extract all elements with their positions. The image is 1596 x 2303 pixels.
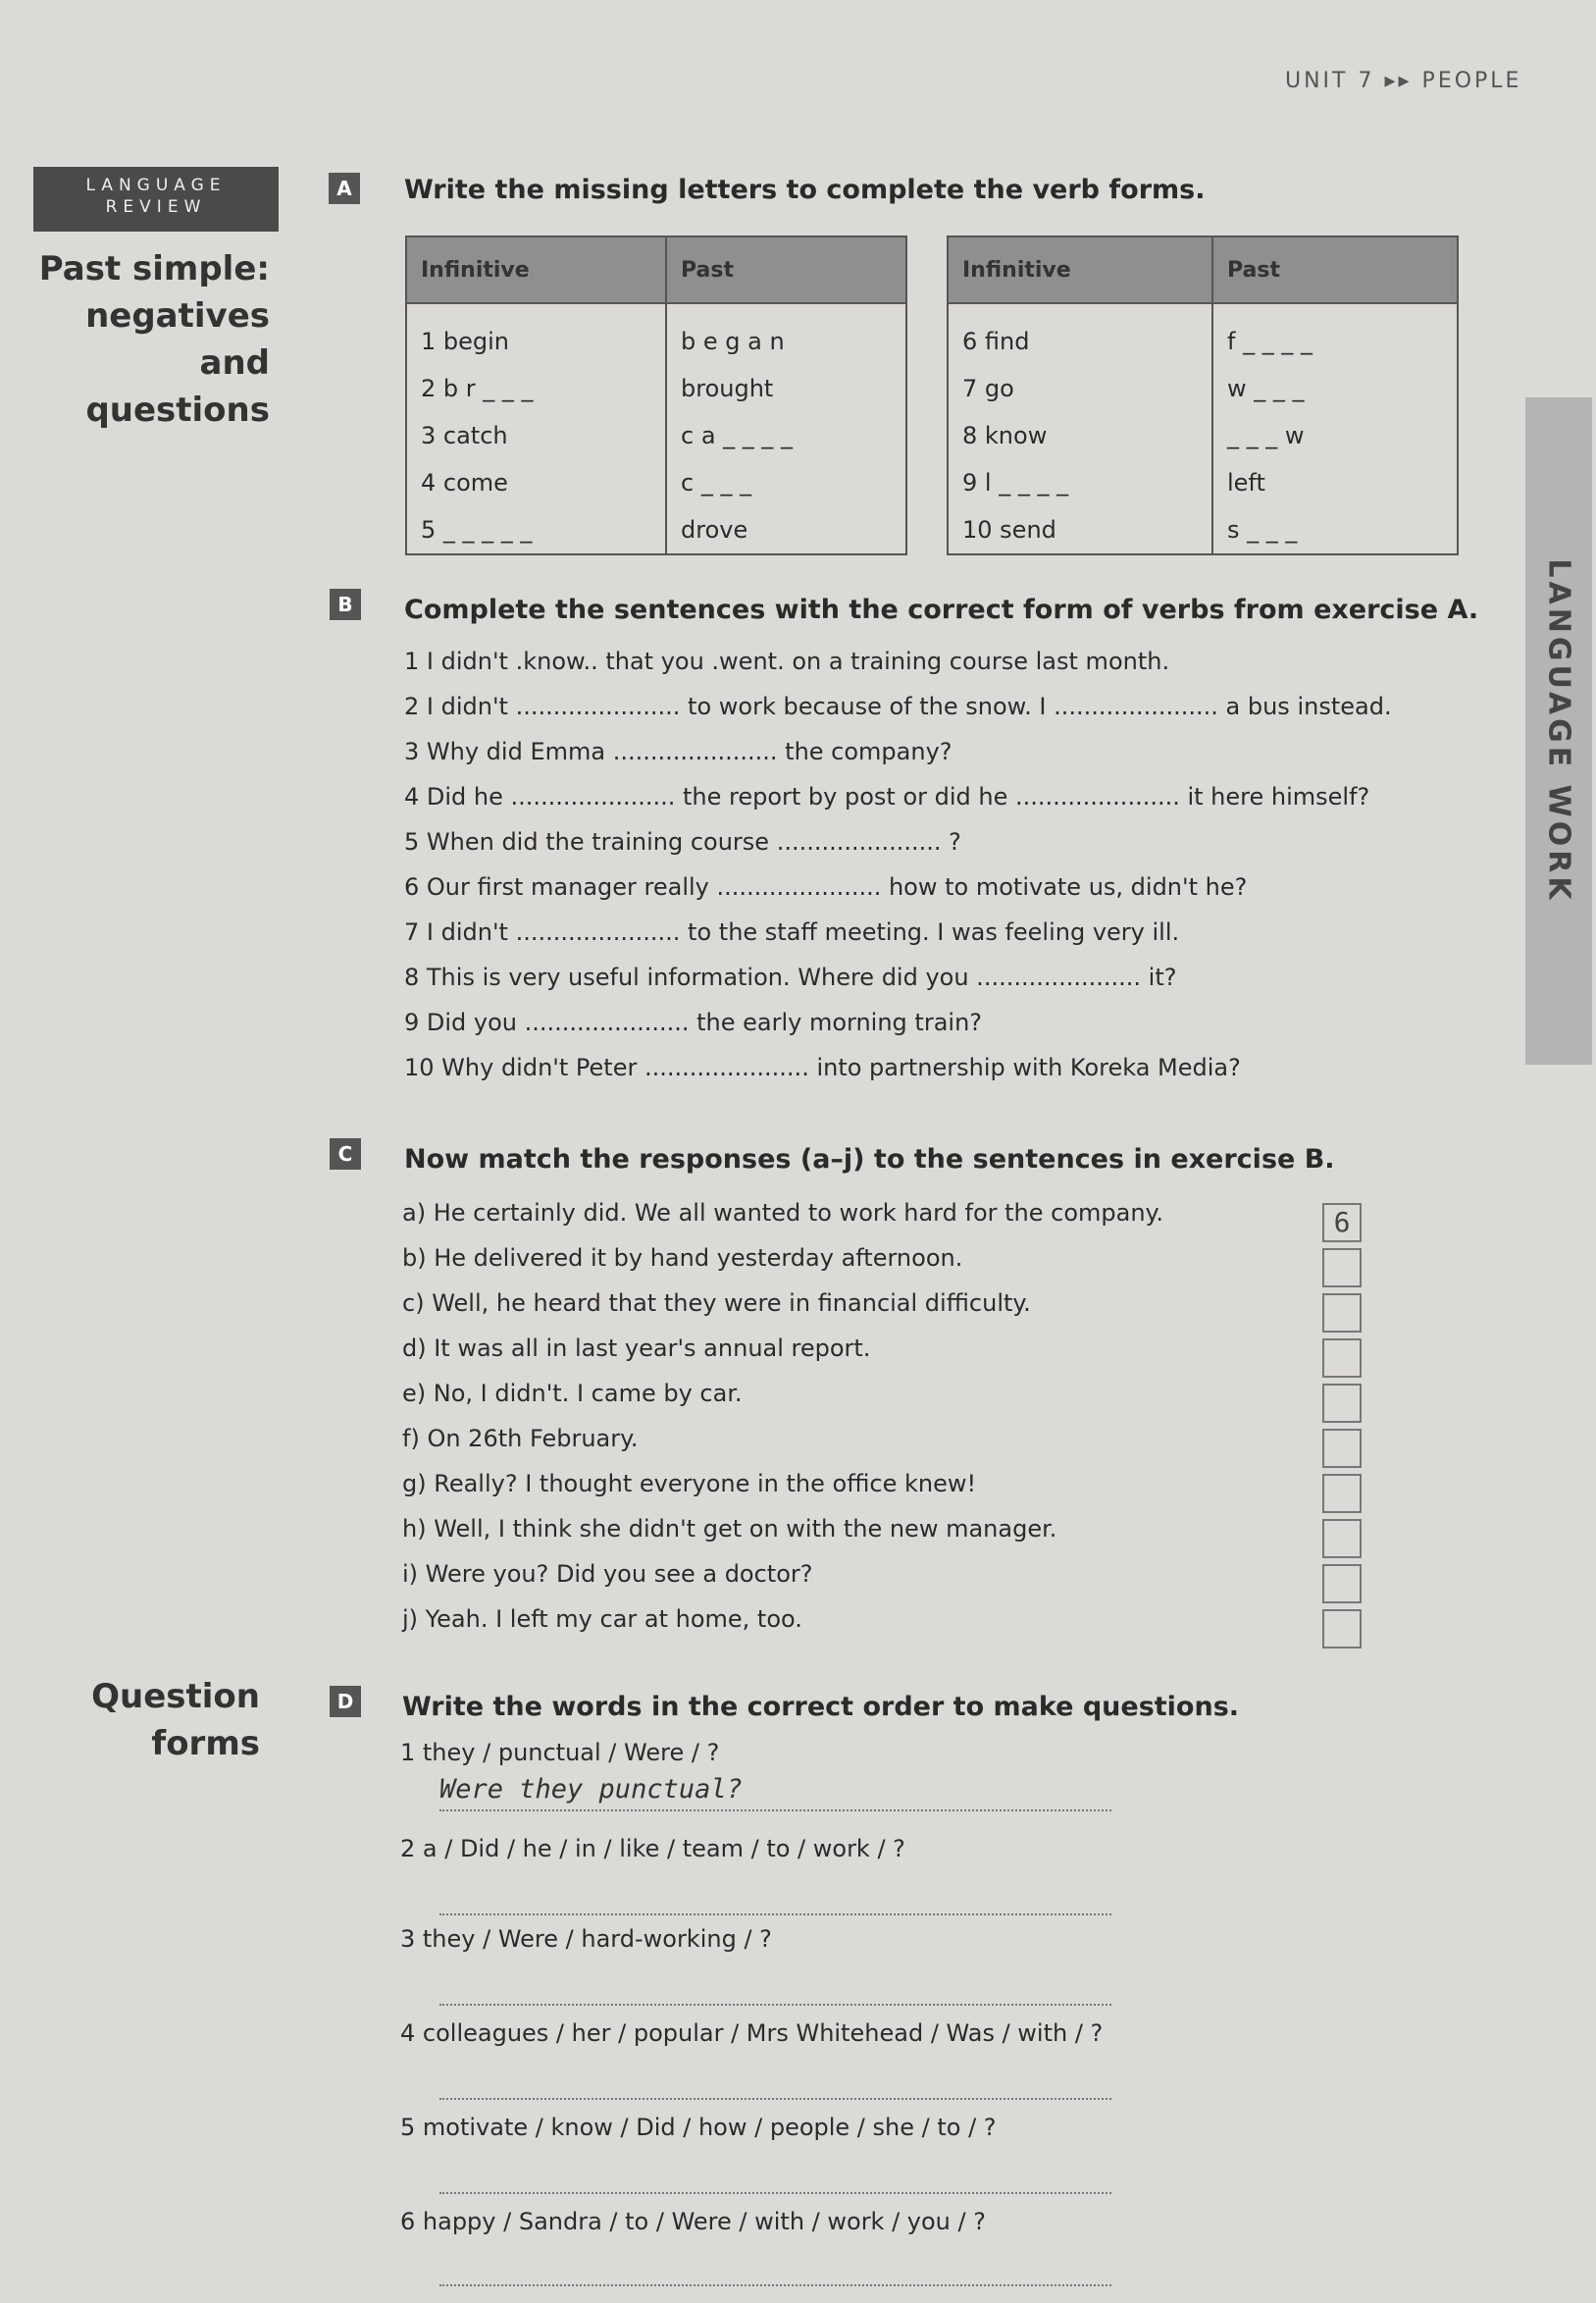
table-row [948,303,1458,365]
answer-box-d[interactable] [1322,1338,1362,1378]
table-cell: 6 find [948,303,1212,365]
table-header: Infinitive [948,236,1212,303]
response-b: b) He delivered it by hand yesterday afternoon. [402,1244,963,1272]
response-c: c) Well, he heard that they were in financial difficulty. [402,1289,1031,1317]
exercise-b-instruction: Complete the sentences with the correct form of verbs from exercise A. [404,595,1479,625]
language-review-line-1: LANGUAGE [85,176,227,195]
response-g: g) Really? I thought everyone in the office knew! [402,1470,977,1497]
exercise-b-item-1[interactable]: 1 I didn't .know.. that you .went. on a training course last month. [404,648,1170,675]
answer-line-6[interactable] [439,2249,1111,2286]
exercise-c-instruction: Now match the responses (a–j) to the sentences in exercise B. [404,1144,1335,1175]
table-row [948,365,1458,412]
answer-box-a[interactable]: 6 [1322,1203,1362,1242]
table-row [406,412,906,459]
verb-table-1 [405,236,907,555]
exercise-b-item-5[interactable]: 5 When did the training course ...................... ? [404,828,961,856]
table-cell[interactable]: c a _ _ _ _ [666,412,906,459]
table-header: Past [666,236,906,303]
answer-box-i[interactable] [1322,1564,1362,1603]
exercise-d-badge: D [330,1686,361,1717]
table-cell: 7 go [948,365,1212,412]
response-i: i) Were you? Did you see a doctor? [402,1560,813,1588]
language-review-label [33,167,279,232]
answer-box-h[interactable] [1322,1519,1362,1558]
answer-line-2[interactable] [439,1878,1111,1915]
response-d: d) It was all in last year's annual report. [402,1335,871,1362]
table-row [406,303,906,365]
answer-box-e[interactable] [1322,1384,1362,1423]
table-row [406,459,906,506]
table-cell: 4 come [406,459,666,506]
exercise-b-item-9[interactable]: 9 Did you ...................... the early morning train? [404,1009,983,1036]
exercise-a-instruction: Write the missing letters to complete the verb forms. [404,175,1206,205]
exercise-b-item-10[interactable]: 10 Why didn't Peter ...................... into partnership with Koreka Media? [404,1054,1241,1081]
response-j: j) Yeah. I left my car at home, too. [402,1605,802,1633]
section-title-question-forms [20,1673,260,1767]
table-cell[interactable]: s _ _ _ [1212,506,1458,554]
exercise-d-instruction: Write the words in the correct order to make questions. [402,1692,1240,1722]
table-row [948,506,1458,554]
exercise-d-item-5: 5 motivate / know / Did / how / people / she / to / ? [400,2114,997,2141]
exercise-b-item-7[interactable]: 7 I didn't ...................... to the staff meeting. I was feeling very ill. [404,918,1180,946]
table-cell[interactable]: 9 l _ _ _ _ [948,459,1212,506]
table-cell[interactable]: 2 b r _ _ _ [406,365,666,412]
response-f: f) On 26th February. [402,1425,639,1452]
exercise-d-item-6: 6 happy / Sandra / to / Were / with / work / you / ? [400,2208,986,2235]
answer-line-3[interactable] [439,1968,1111,2006]
section-title-line: forms [151,1724,260,1763]
answer-box-b[interactable] [1322,1248,1362,1287]
section-title-line: Past simple: [38,249,270,288]
language-review-line-2: REVIEW [105,197,207,217]
answer-box-j[interactable] [1322,1609,1362,1649]
table-cell: 10 send [948,506,1212,554]
exercise-d-item-3: 3 they / Were / hard-working / ? [400,1925,772,1953]
exercise-b-item-8[interactable]: 8 This is very useful information. Where did you ...................... it? [404,964,1177,991]
table-cell: brought [666,365,906,412]
table-cell[interactable]: w _ _ _ [1212,365,1458,412]
answer-box-f[interactable] [1322,1429,1362,1468]
exercise-b-item-3[interactable]: 3 Why did Emma ...................... the company? [404,738,952,765]
table-cell: 8 know [948,412,1212,459]
table-cell[interactable]: 5 _ _ _ _ _ [406,506,666,554]
answer-box-g[interactable] [1322,1474,1362,1513]
response-h: h) Well, I think she didn't get on with the new manager. [402,1515,1057,1543]
response-e: e) No, I didn't. I came by car. [402,1380,743,1407]
table-header: Infinitive [406,236,666,303]
exercise-d-item-1: 1 they / punctual / Were / ? [400,1739,720,1766]
exercise-b-item-6[interactable]: 6 Our first manager really ...................... how to motivate us, didn't he? [404,873,1248,901]
table-header: Past [1212,236,1458,303]
exercise-b-item-4[interactable]: 4 Did he ...................... the report by post or did he ...................... it here himself? [404,783,1370,811]
exercise-b-badge: B [330,589,361,620]
table-row [406,365,906,412]
table-cell: drove [666,506,906,554]
section-title-line: Question [91,1677,260,1716]
answer-line-4[interactable] [439,2063,1111,2100]
table-row [948,412,1458,459]
response-a: a) He certainly did. We all wanted to work hard for the company. [402,1199,1163,1227]
table-cell[interactable]: b e g a n [666,303,906,365]
table-cell: 3 catch [406,412,666,459]
verb-table-2 [947,236,1459,555]
table-cell[interactable]: f _ _ _ _ [1212,303,1458,365]
table-row [406,506,906,554]
exercise-a-badge: A [329,173,360,204]
unit-header: UNIT 7 ▸▸ PEOPLE [1285,69,1522,93]
exercise-d-item-4: 4 colleagues / her / popular / Mrs Whitehead / Was / with / ? [400,2019,1104,2047]
table-row [948,459,1458,506]
answer-line-5[interactable] [439,2157,1111,2194]
exercise-d-item-2: 2 a / Did / he / in / like / team / to / work / ? [400,1835,905,1862]
section-title-past-simple [20,245,270,434]
table-cell[interactable]: c _ _ _ [666,459,906,506]
exercise-b-item-2[interactable]: 2 I didn't ...................... to work because of the snow. I ...................... a bus instead. [404,693,1392,720]
table-cell[interactable]: _ _ _ w [1212,412,1458,459]
table-cell: left [1212,459,1458,506]
answer-line-1[interactable]: Were they punctual? [439,1774,1111,1811]
exercise-c-badge: C [330,1138,361,1170]
section-title-line: questions [85,391,270,430]
side-tab-label: LANGUAGE WORK [1541,558,1576,904]
table-cell: 1 begin [406,303,666,365]
answer-box-c[interactable] [1322,1293,1362,1333]
section-title-line: negatives and [85,296,270,383]
